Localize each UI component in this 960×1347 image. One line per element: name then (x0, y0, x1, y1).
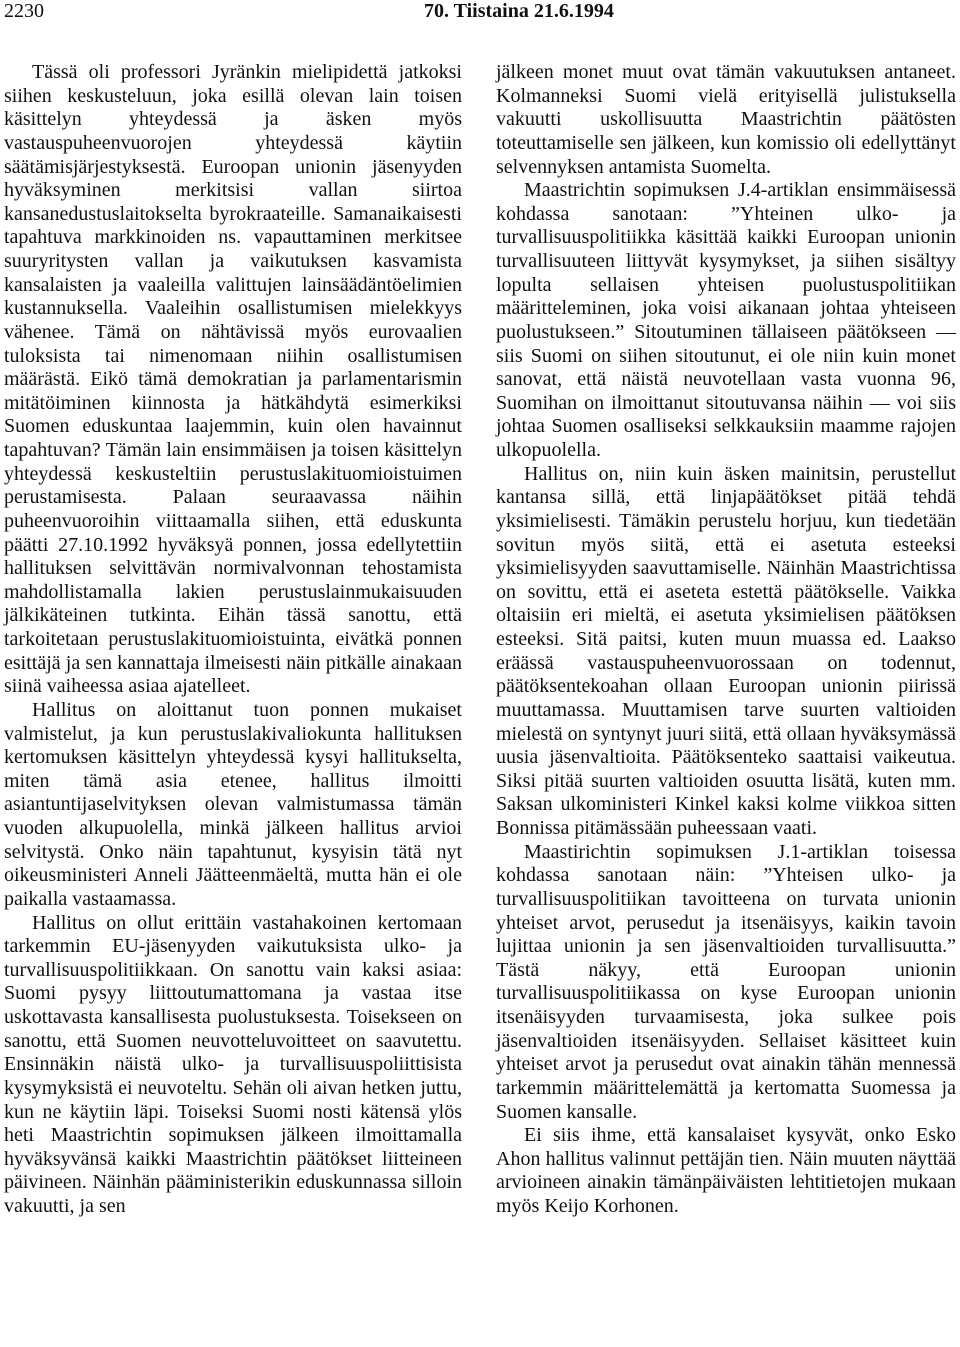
right-column (496, 61, 956, 1219)
session-date: 70. Tiistaina 21.6.1994 (424, 0, 614, 22)
page-header (0, 0, 960, 28)
paragraph: Hallitus on ollut erittäin vastahakoinen kertomaan tarkemmin EU-jäsenyyden vaikutuksista ulko- ja turvallisuuspolitiikkaan. On sanottu vain kaksi asiaa: Suomi pysyy liittoutumattomana ja vastaa itse uskottavasta kansallisesta puolustuksesta. Toisekseen on sanottu, että Suomen neuvotteluvoitteet on saavutettu. Ensinnäkin näistä ulko- ja turvallisuuspoliittisista kysymyksistä ei neuvoteltu. Sehän oli aivan hetken juttu, kun ne käytiin läpi. Toiseksi Suomi nosti kätensä ylös heti Maastrichtin sopimuksen jälkeen ilmoittamalla hyväksyvänsä kaikki Maastrichtin päätökset liitteineen päivineen. Näinhän pääministerikin eduskunnassa silloin vakuutti, ja sen (4, 911, 462, 1217)
page-number: 2230 (4, 0, 44, 22)
paragraph: Hallitus on aloittanut tuon ponnen mukaiset valmistelut, ja kun perustuslakivaliokunta hallituksen kertomuksen käsittelyn yhteydessä kysyi hallitukselta, miten tämä asia etenee, hallitus ilmoitti asiantuntijaselvityksen olevan valmistumassa tämän vuoden alkupuolella, minkä jälkeen hallitus arvioi selvitystä. Onko näin tapahtunut, kysyisin tätä nyt oikeusministeri Anneli Jäätteenmäeltä, mutta hän ei ole paikalla vastaamassa. (4, 698, 462, 910)
paragraph: Hallitus on, niin kuin äsken mainitsin, perustellut kantansa sillä, että linjapäätökset pitää tehdä yksimielisesti. Tämäkin perustelu horjuu, kun tiedetään sovitun myös siitä, että ei asetuta esteeksi yksimielisyyden saavuttamiselle. Näinhän Maastrichtissa on sovittu, että ei aseteta estettä päätökselle. Vaikka oltaisiin eri mieltä, ei asetuta yksimielisen päätöksen esteeksi. Sitä paitsi, kuten muun muassa ed. Laakso eräässä vastauspuheenvuorossaan on todennut, päätöksentekoahan ollaan Euroopan unionin piirissä muuttamassa. Muuttamisen tarve suurten valtioiden mielestä on syntynyt juuri siitä, että ollaan hyväksymässä uusia jäsenvaltioita. Päätöksenteko saattaisi vaikeutua. Siksi pitää suurten valtioiden osuutta lisätä, kuten mm. Saksan ulkoministeri Kinkel kaksi kolme viikkoa sitten Bonnissa pitämässään puheessaan vaati. (496, 462, 956, 839)
paragraph: Maastrichtin sopimuksen J.4-artiklan ensimmäisessä kohdassa sanotaan: ”Yhteinen ulko- ja turvallisuuspolitiikka käsittää kaikki Euroopan unionin turvallisuuteen liittyvät kysymykset, ja siihen sisältyy lopulta sellaisen yhteisen puolustuspolitiikan määritteleminen, joka voisi aikanaan johtaa yhteiseen puolustukseen.” Sitoutuminen tällaiseen päätökseen — siis Suomi on siihen sitoutunut, ei ole niin kuin monet sanovat, että näistä neuvotellaan vasta vuonna 96, Suomihan on ilmoittanut sitoutuvansa näihin — voi siis johtaa Suomen osalliseksi selkkauksiin maamme rajojen ulkopuolella. (496, 179, 956, 461)
paragraph: Maastirichtin sopimuksen J.1-artiklan toisessa kohdassa sanotaan näin: ”Yhteisen ulko- ja turvallisuuspolitiikan tavoitteena on turvata unionin yhteiset arvot, perusedut ja itsenäisyys, kaikin tavoin lujittaa unionin ja sen jäsenvaltioiden turvallisuutta.” Tästä näkyy, että Euroopan unionin turvallisuuspolitiikassa on kyse Euroopan unionin itsenäisyyden turvaamisesta, joka sulkee pois jäsenvaltioiden itsenäisyyden. Sellaiset käsitteet kuin yhteiset arvot ja perusedut ovat ainakin tähän mennessä tarkemmin määrittelemättä ja kertomatta Suomessa ja Suomen kansalle. (496, 840, 956, 1123)
paragraph-continued: jälkeen monet muut ovat tämän vakuutuksen antaneet. Kolmanneksi Suomi vielä erityisellä julistuksella vakuutti uskollisuutta Maastrichtin päätösten toteuttamiselle sen jälkeen, kun komissio oli edellyttänyt selvennyksen antamista Suomelta. (496, 61, 956, 178)
left-column (4, 61, 462, 1219)
paragraph: Ei siis ihme, että kansalaiset kysyvät, onko Esko Ahon hallitus valinnut pettäjän tien. Näin muuten näyttää arvioineen ainakin tämänpäiväisten lehtitietojen mukaan myös Keijo Korhonen. (496, 1124, 956, 1217)
paragraph: Tässä oli professori Jyränkin mielipidettä jatkoksi siihen keskusteluun, joka esillä olevan lain toisen käsittelyn yhteydessä ja äsken myös vastauspuheenvuorojen yhteydessä käytiin säätämisjärjestyksestä. Euroopan unionin jäsenyyden hyväksyminen merkitsisi vallan siirtoa kansanedustuslaitokselta byrokraateille. Samanaikaisesti tapahtuva markkinoiden ns. vapauttaminen merkitsee suuryritysten vallan ja vaikutuksen kasvamista kansalaisten ja vaaleilla valittujen lainsäädäntöelimien kustannuksella. Vaaleihin osallistumisen mielekkyys vähenee. Tämä on nähtävissä myös eurovaalien tuloksista tai nimenomaan niihin osallistumisen määrästä. Eikö tämä demokratian ja parlamentarismin mitätöiminen kiinnosta ja hätkähdytä esimerkiksi Suomen eduskuntaa laajemmin, kuin olen havainnut tapahtuvan? Tämän lain ensimmäisen ja toisen käsittelyn yhteydessä keskusteltiin perustuslakituomioistuimen perustamisesta. Palaan seuraavassa näihin puheenvuoroihin viittaamalla siihen, että eduskunta päätti 27.10.1992 hyväksyä ponnen, jossa edellytettiin hallituksen selvittävän normivalvonnan tehostamista mahdollistamalla lakien perustuslainmukaisuuden jälkikäteinen tutkinta. Eihän tässä sanottu, että tarkoitetaan perustuslakituomioistuinta, eivätkä ponnen esittäjä ja sen kannattaja ilmeisesti näin pitkälle ainakaan siinä vaiheessa asiaa ajatelleet. (4, 61, 462, 698)
